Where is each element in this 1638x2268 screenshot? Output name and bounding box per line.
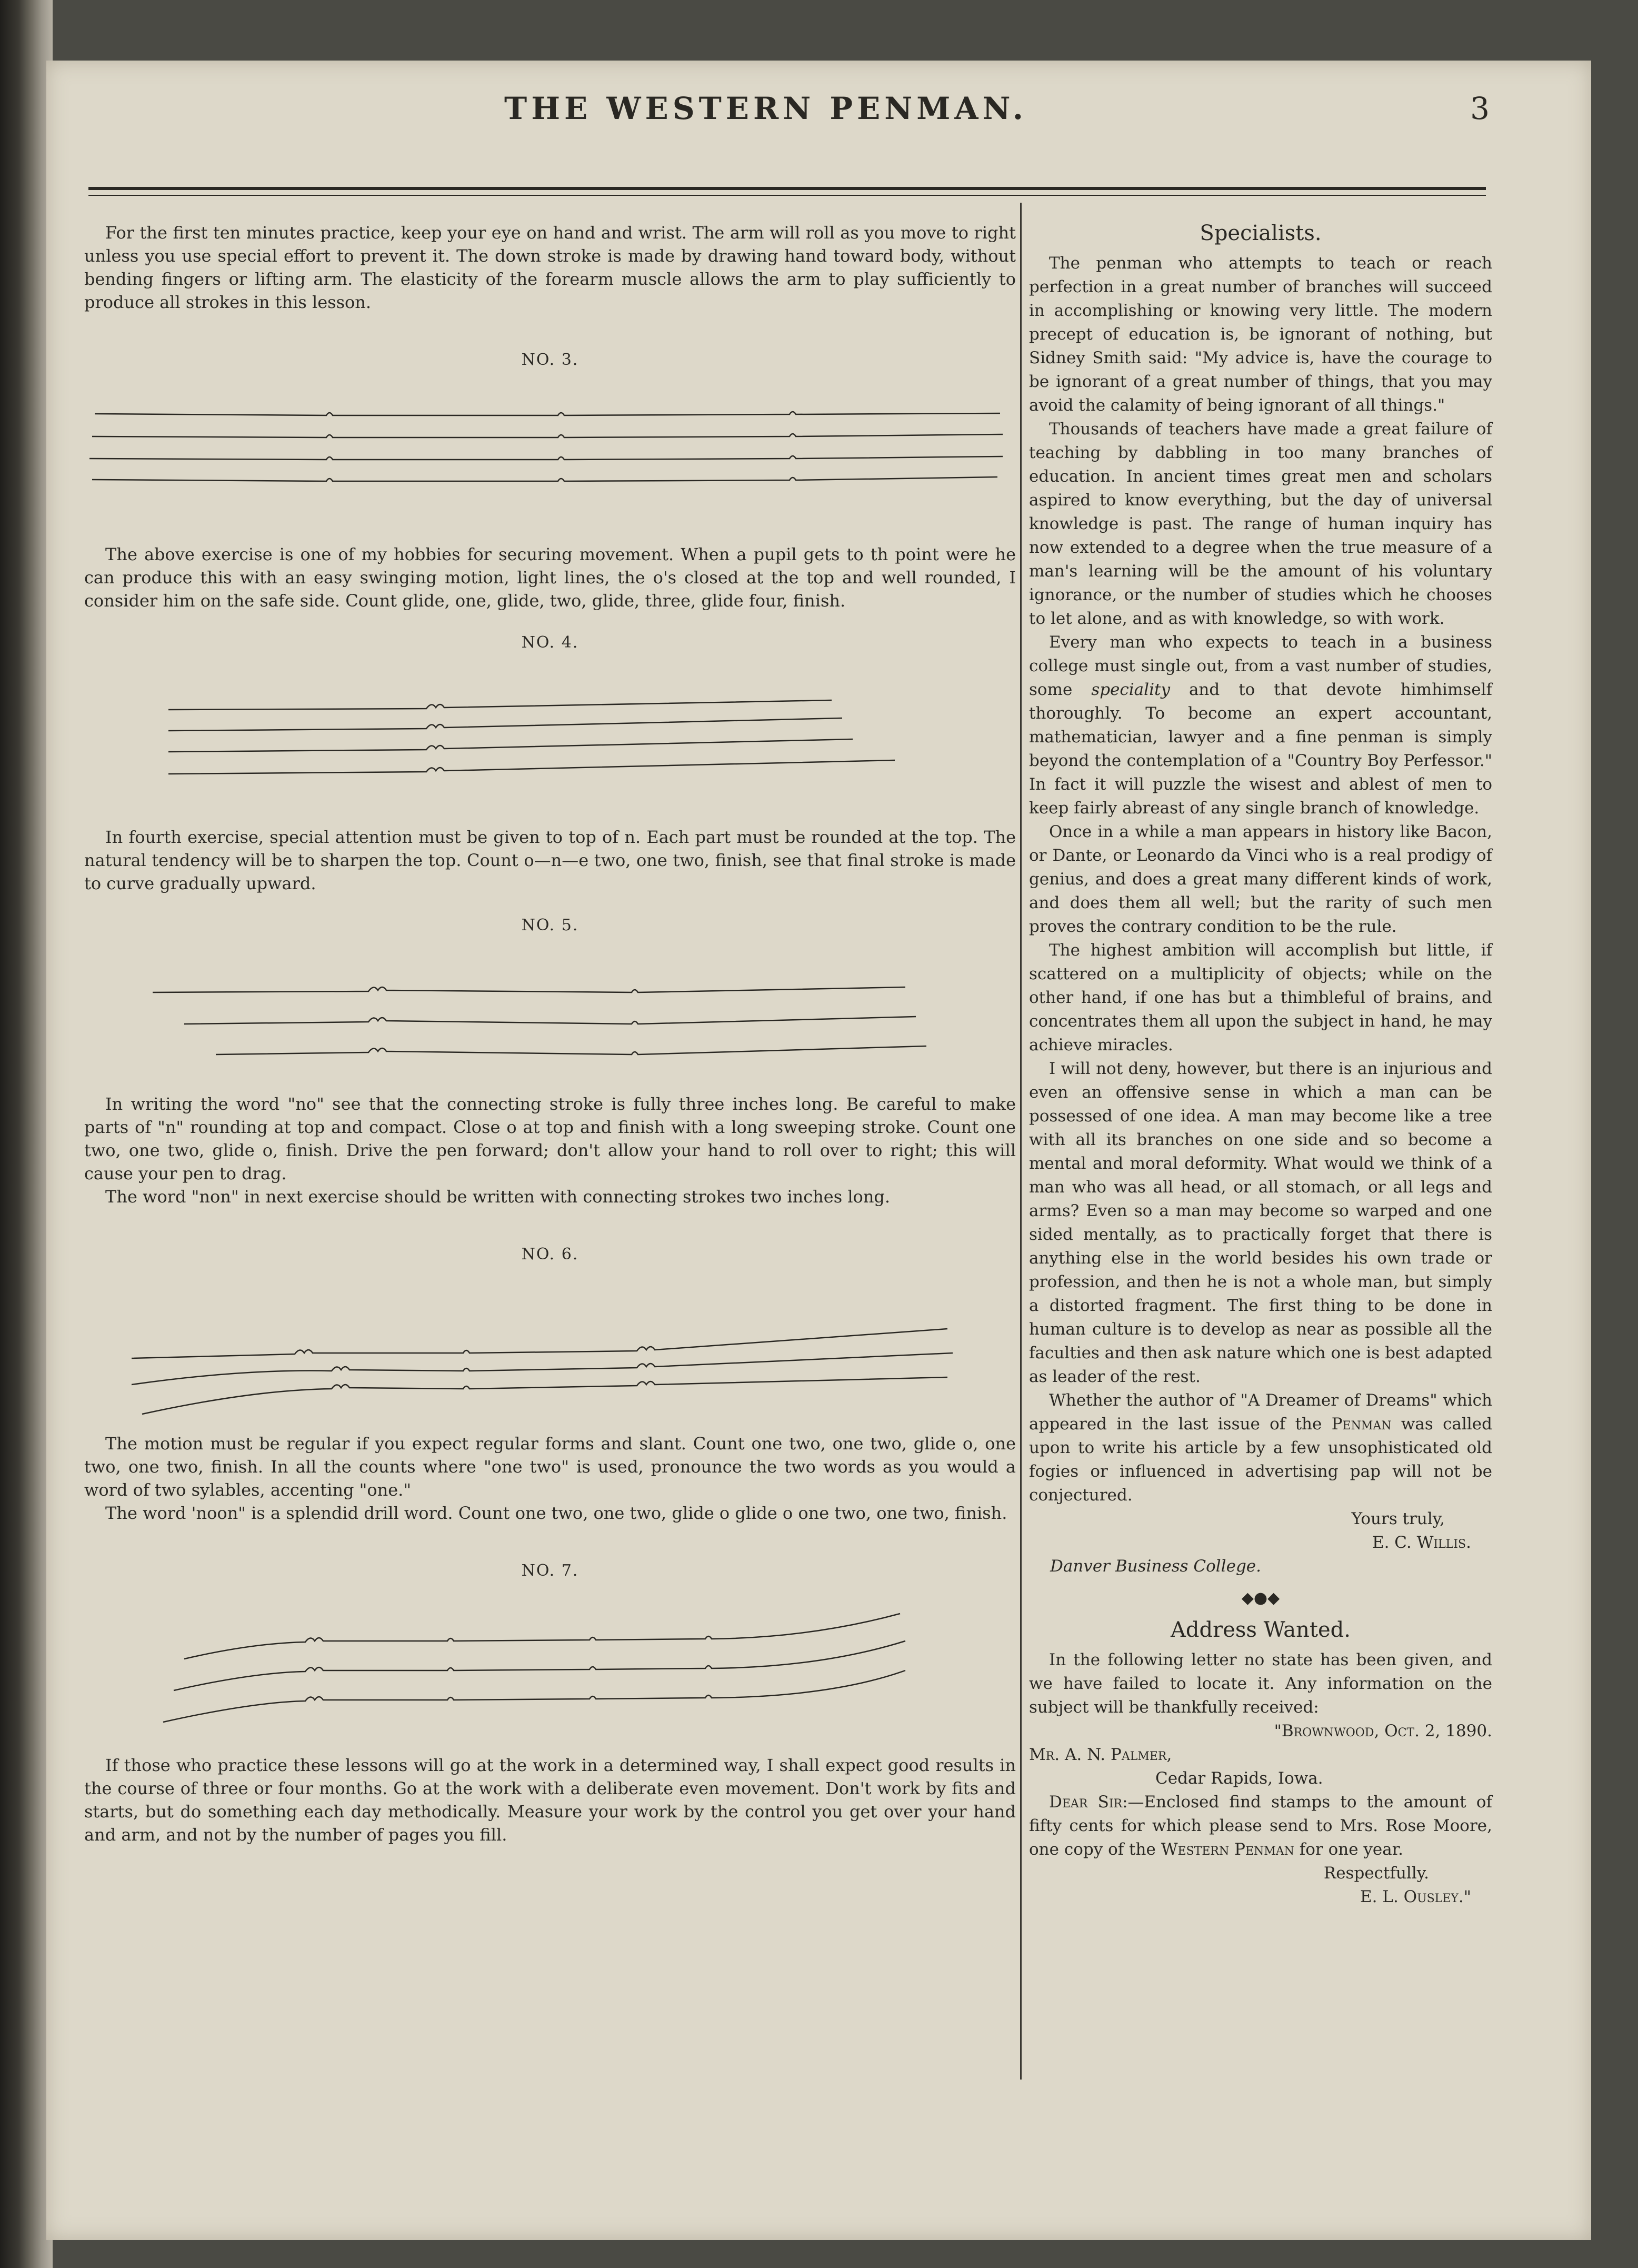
exercise-label-no4: NO. 4. [521,633,579,652]
specialists-text: Every man who expects to teach in a business college must single out, from a vast number of studies, some [1029,633,1492,699]
exercise-no6 [84,1264,1016,1432]
exercise-label-no3: NO. 3. [521,351,579,369]
exercise-no7 [84,1580,1016,1754]
exercise-line [168,718,842,731]
specialists-paragraph [1029,631,1492,820]
letter-body [1029,1790,1492,1862]
exercise-label-no5: NO. 5. [521,916,579,934]
section-ornament: ◆●◆ [1241,1589,1280,1607]
editorial-column [1029,221,1492,1909]
exercise-line [132,1329,947,1358]
letter-text: for one year. [1294,1840,1404,1859]
lesson-closing: If those who practice these lessons will go at the work in a determined way, I shall expect good results in the course of three or four months. Go at the work with a deliberate even movement. Don't work by fits and starts, but do something each day methodically. Measure your work by the control you get over your hand and arm, and not by the number of pages you fill. [84,1755,1016,1845]
exercise-label-no7: NO. 7. [521,1561,579,1580]
running-title: THE WESTERN PENMAN. [504,91,1027,126]
exercise-no3-drawing [84,369,1016,543]
specialists-paragraph: The penman who attempts to teach or reach perfection in a great number of branches will succeed in accomplishing or knowing very little. The modern precept of education is, be ignorant of nothing, but Sidney Smith said: "My advice is, have the courage to be ignorant of a great number of things, that you may avoid the calamity of being ignorant of all things." [1029,254,1492,415]
specialists-heading: Specialists. [1200,221,1322,245]
exercise-line [184,1614,900,1659]
specialists-paragraph: Once in a while a man appears in history like Bacon, or Dante, or Leonardo da Vinci who is a real prodigy of genius, and does a great many different kinds of work, and does them all well; but the rarity of such men proves the contrary condition to be the rule. [1029,822,1492,936]
exercise-no6-note: The word 'noon" is a splendid drill word. Count one two, one two, glide o glide o one two, one two, finish. [105,1503,1007,1523]
specialists-text: Whether the author of "A Dreamer of Dreams" which appeared in the last issue of the [1029,1391,1492,1434]
exercise-no4-drawing [84,652,1016,825]
letter-signature: E. L. Ousley." [1360,1887,1471,1906]
exercise-line [92,434,1003,437]
lesson-column [84,221,1016,1846]
letter-sign-off: Respectfully. [1323,1864,1429,1883]
exercise-line [168,739,853,752]
specialists-paragraph: I will not deny, however, but there is an injurious and even an offensive sense in which a man can be possessed of one idea. A man may become like a tree with all its branches on one side and so become a mental and moral deformity. What would we think of a man who was all head, or all stomach, or all legs and arms? Even so a man may become so warped and one sided mentally, as to practically forget that there is anything else in the world besides his own trade or profession, and then he is not a whole man, but simply a distorted fragment. The first thing to be done in human culture is to develop as near as possible all the faculties and then ask nature which one is best adapted as leader of the rest. [1029,1059,1492,1386]
letter-recipient: Mr. A. N. Palmer, [1029,1745,1172,1764]
specialists-signature: E. C. Willis. [1372,1533,1471,1552]
specialists-paragraph: The highest ambition will accomplish but little, if scattered on a multiplicity of objects; while on the other hand, if one has but a thimbleful of brains, and concentrates them all upon the subject in hand, he may achieve miracles. [1029,941,1492,1055]
page-number: 3 [1470,91,1490,126]
exercise-line [168,700,832,710]
exercise-line [153,987,905,992]
exercise-no6-drawing [84,1264,1016,1432]
exercise-no5-note: The word "non" in next exercise should be written with connecting strokes two inches long. [105,1187,891,1207]
publication-name: Penman [1331,1415,1392,1434]
exercise-no4 [84,652,1016,825]
exercise-line [95,412,1000,415]
lesson-intro: For the first ten minutes practice, keep your eye on hand and wrist. The arm will roll as you move to right unless you use special effort to prevent it. The down stroke is made by drawing hand toward body, without bending fingers or lifting arm. The elasticity of the forearm muscle allows the arm to play sufficiently to produce all strokes in this lesson. [84,223,1016,312]
specialists-paragraph: Thousands of teachers have made a great failure of teaching by dabbling in too many branches of education. In ancient times great men and scholars aspired to know everything, but the day of universal knowledge is past. The range of human inquiry has now extended to a degree when the true measure of a man's learning will be the amount of his voluntary ignorance, or the number of studies which he chooses to let alone, and as with knowledge, so with work. [1029,420,1492,628]
page-header [63,91,1490,148]
publication-name: Western Penman [1161,1840,1294,1859]
exercise-no3 [84,369,1016,543]
exercise-no5-drawing [84,934,1016,1092]
exercise-no4-text: In fourth exercise, special attention must be given to top of n. Each part must be rounded at the top. The natural tendency will be to sharpen the top. Count o—n—e two, one two, finish, see that final stroke is made to curve gradually upward. [84,827,1016,893]
exercise-line [216,1046,926,1055]
exercise-line [89,456,1003,460]
specialists-paragraph [1029,1389,1492,1507]
header-rule-thin [88,195,1486,196]
address-wanted-heading: Address Wanted. [1171,1618,1351,1642]
exercise-no6-text: The motion must be regular if you expect regular forms and slant. Count one two, one two, glide o, one two, one two, finish. In all the counts where "one two" is used, pronounce the two words as you would a word of two sylables, accenting "one." [84,1434,1016,1500]
letter-text: —Enclosed find stamps to the amount of fifty cents for which please send to Mrs. Rose Moore, one copy of the [1029,1793,1493,1859]
exercise-line [92,477,997,481]
exercise-line [174,1641,905,1690]
exercise-line [142,1377,947,1414]
exercise-no3-text: The above exercise is one of my hobbies for securing movement. When a pupil gets to th point were he can produce this with an easy swinging motion, light lines, the o's closed at the top and well rounded, I consider him on the safe side. Count glide, one, glide, two, glide, three, glide four, finish. [84,544,1016,611]
header-rule-thick [88,187,1486,190]
letter-salutation: Dear Sir: [1049,1793,1128,1812]
book-binding [0,0,53,2268]
specialists-emphasis: speciality [1091,680,1170,699]
address-wanted-paragraph: In the following letter no state has been given, and we have failed to locate it. Any information on the subject will be thankfully received: [1029,1650,1492,1717]
specialists-text: was called upon to write his article by a few unsophisticated old fogies or influenced in advertising pap will not be conjectured. [1029,1415,1492,1505]
exercise-line [184,1017,916,1024]
exercise-label-no6: NO. 6. [521,1245,579,1264]
specialists-affiliation: Danver Business College. [1050,1557,1261,1576]
column-divider [1020,203,1022,2080]
letter-dateline: "Brownwood, Oct. 2, 1890. [1274,1722,1492,1740]
exercise-no7-drawing [84,1580,1016,1754]
specialists-closing: Yours truly, [1351,1509,1445,1528]
exercise-line [168,760,895,774]
exercise-no5-text: In writing the word "no" see that the connecting stroke is fully three inches long. Be careful to make parts of "n" rounding at top and compact. Close o at top and finish with a long sweeping stroke. Count one two, one two, glide o, finish. Drive the pen forward; don't allow your hand to roll over to right; this will cause your pen to drag. [84,1094,1016,1183]
letter-city: Cedar Rapids, Iowa. [1155,1769,1323,1788]
exercise-no5 [84,934,1016,1092]
specialists-text: and to that devote himhimself thoroughly. To become an expert accountant, mathematician, lawyer and a fine penman is simply beyond the contemplation of a "Country Boy Perfessor." In fact it will puzzle the wisest and ablest of men to keep fairly abreast of any single branch of knowledge. [1029,680,1492,818]
exercise-line [163,1670,905,1722]
